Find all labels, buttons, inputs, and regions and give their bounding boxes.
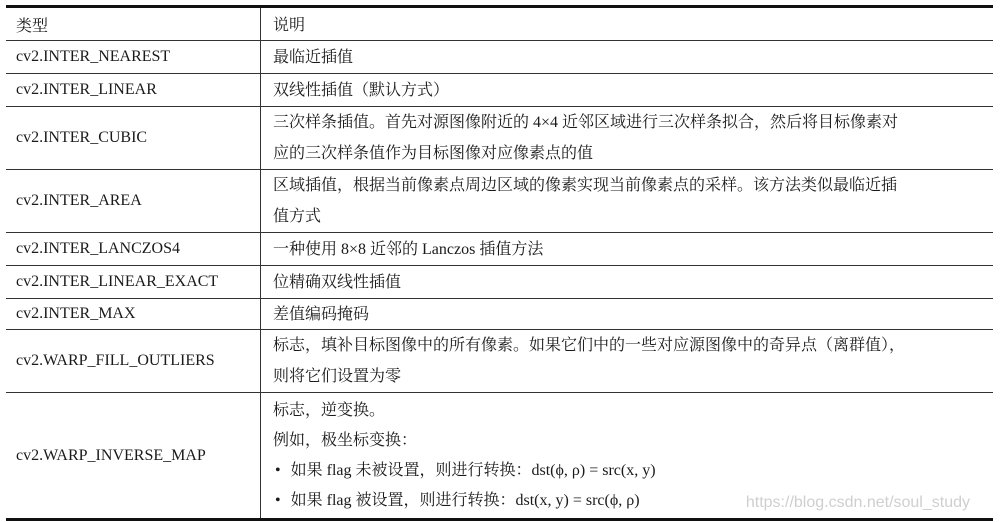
description-line: 标志，逆变换。 — [273, 401, 386, 419]
table-row — [6, 170, 993, 233]
header-description: 说明 — [273, 14, 306, 34]
table-row — [6, 233, 993, 266]
type-cell: cv2.INTER_MAX — [6, 299, 261, 329]
description-cell — [261, 170, 993, 232]
description-line: 差值编码掩码 — [273, 305, 370, 323]
type-cell: cv2.INTER_LINEAR — [6, 74, 261, 106]
description-cell — [261, 107, 993, 169]
description-line: 最临近插值 — [273, 48, 354, 66]
type-cell: cv2.INTER_CUBIC — [6, 107, 261, 169]
type-cell: cv2.INTER_NEAREST — [6, 41, 261, 73]
table-bottom-rule — [6, 518, 993, 521]
description-cell — [261, 233, 993, 265]
description-line: 区域插值，根据当前像素点周边区域的像素实现当前像素点的采样。该方法类似最临近插 — [273, 177, 898, 194]
description-cell — [261, 299, 993, 329]
bullet-item: • 如果 flag 被设置，则进行转换：dst(x, y) = src(ϕ, ρ) — [273, 486, 987, 516]
table-row — [6, 41, 993, 74]
description-cell — [261, 41, 993, 73]
description-line: 则将它们设置为零 — [273, 368, 402, 385]
description-line: 例如，极坐标变换： — [273, 431, 418, 449]
type-cell: cv2.INTER_AREA — [6, 170, 261, 232]
description-line: 应的三次样条值作为目标图像对应像素点的值 — [273, 145, 594, 162]
interpolation-table — [6, 5, 993, 521]
description-line: 三次样条插值。首先对源图像附近的 4×4 近邻区域进行三次样条拟合，然后将目标像素对 — [273, 114, 899, 131]
header-type: 类型 — [6, 8, 261, 40]
table-row — [6, 266, 993, 299]
description-line: 标志，填补目标图像中的所有像素。如果它们中的一些对应源图像中的奇异点（离群值）， — [273, 337, 906, 354]
description-cell — [261, 74, 993, 106]
watermark: https://blog.csdn.net/soul_study — [745, 494, 970, 511]
table-header-row — [6, 8, 993, 41]
description-line: 一种使用 8×8 近邻的 Lanczos 插值方法 — [273, 240, 544, 258]
bullet-item: • 如果 flag 未被设置，则进行转换：dst(ϕ, ρ) = src(x, y) — [273, 456, 987, 486]
table-row — [6, 330, 993, 393]
description-cell — [261, 266, 993, 298]
description-line: 双线性插值（默认方式） — [273, 81, 450, 99]
table-row — [6, 74, 993, 107]
description-line: 值方式 — [273, 208, 322, 225]
type-cell: cv2.INTER_LANCZOS4 — [6, 233, 261, 265]
description-line: 位精确双线性插值 — [273, 273, 402, 291]
type-cell: cv2.WARP_FILL_OUTLIERS — [6, 330, 261, 392]
type-cell: cv2.INTER_LINEAR_EXACT — [6, 266, 261, 298]
table-row — [6, 107, 993, 170]
table-row — [6, 299, 993, 330]
description-cell — [261, 330, 993, 392]
type-cell: cv2.WARP_INVERSE_MAP — [6, 393, 261, 518]
